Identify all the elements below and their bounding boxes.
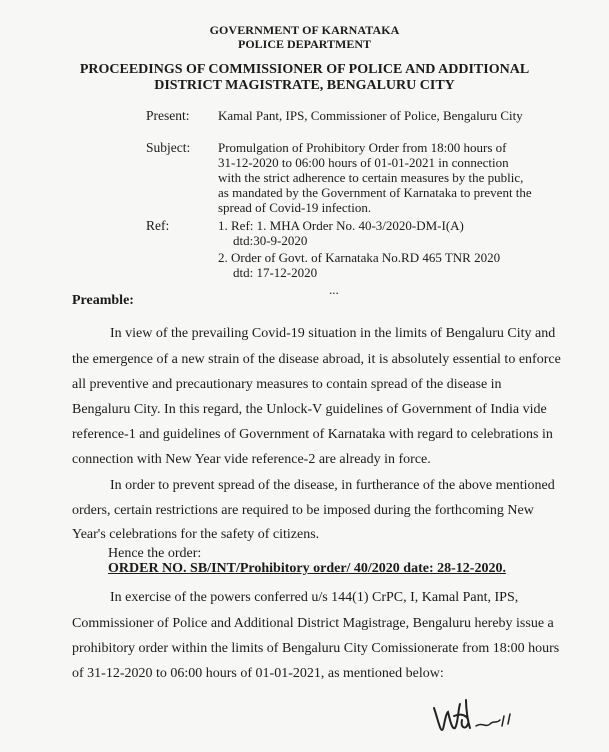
subject-line: as mandated by the Government of Karnataka to prevent the bbox=[218, 185, 532, 200]
ref-line: 1. Ref: 1. MHA Order No. 40-3/2020-DM-I(A) bbox=[218, 218, 464, 233]
preamble-para2-line: orders, certain restrictions are required to be imposed during the forthcoming New bbox=[72, 503, 534, 518]
order-para-line: Commissioner of Police and Additional District Magistrage, Bengaluru hereby issue a bbox=[72, 616, 554, 631]
signature-image bbox=[430, 690, 530, 738]
ref-line: dtd:30-9-2020 bbox=[233, 233, 308, 248]
ref-label: Ref: bbox=[146, 218, 170, 233]
present-label: Present: bbox=[146, 108, 190, 123]
subject-line: with the strict adherence to certain measures by the public, bbox=[218, 170, 524, 185]
subject-line: spread of Covid-19 infection. bbox=[218, 200, 372, 215]
ref-line: 2. Order of Govt. of Karnataka No.RD 465 TNR 2020 bbox=[218, 250, 501, 265]
proceedings-title-line2: DISTRICT MAGISTRATE, BENGALURU CITY bbox=[154, 78, 455, 93]
subject-line: 31-12-2020 to 06:00 hours of 01-01-2021 in connection bbox=[218, 155, 509, 170]
order-para-line: of 31-12-2020 to 06:00 hours of 01-01-2021, as mentioned below: bbox=[72, 666, 444, 681]
preamble-para1-line: reference-1 and guidelines of Government of Karnataka with regard to celebrations in bbox=[72, 427, 553, 442]
hence-line: Hence the order: bbox=[108, 546, 202, 561]
preamble-para1-line: the emergence of a new strain of the disease abroad, it is absolutely essential to enforce bbox=[72, 352, 561, 367]
preamble-para1-line: connection with New Year vide reference-2 are already in force. bbox=[72, 452, 431, 467]
proceedings-title-line1: PROCEEDINGS OF COMMISSIONER OF POLICE AND ADDITIONAL bbox=[79, 62, 530, 77]
preamble-heading: Preamble: bbox=[72, 293, 134, 308]
present-value: Kamal Pant, IPS, Commissioner of Police, Bengaluru City bbox=[218, 108, 523, 123]
preamble-para1-line: all preventive and precautionary measures to contain spread of the disease in bbox=[72, 377, 502, 392]
preamble-para1-line: Bengaluru City. In this regard, the Unlock-V guidelines of Government of India vide bbox=[72, 402, 547, 417]
preamble-para1-line: In view of the prevailing Covid-19 situation in the limits of Bengaluru City and bbox=[110, 326, 556, 341]
order-number-title: ORDER NO. SB/INT/Prohibitory order/ 40/2020 date: 28-12-2020. bbox=[108, 561, 506, 576]
subject-label: Subject: bbox=[146, 140, 191, 155]
ref-line: dtd: 17-12-2020 bbox=[233, 265, 318, 280]
govt-heading: GOVERNMENT OF KARNATAKA bbox=[209, 23, 400, 37]
order-para-line: prohibitory order within the limits of Bengaluru City Comissionerate from 18:00 hours bbox=[72, 641, 560, 656]
dept-heading: POLICE DEPARTMENT bbox=[237, 37, 372, 51]
subject-line: Promulgation of Prohibitory Order from 18:00 hours of bbox=[218, 140, 507, 155]
preamble-para2-line: In order to prevent spread of the disease, in furtherance of the above mentioned bbox=[110, 478, 555, 493]
order-para-line: In exercise of the powers conferred u/s 144(1) CrPC, I, Kamal Pant, IPS, bbox=[110, 590, 519, 605]
preamble-para2-line: Year's celebrations for the safety of citizens. bbox=[72, 527, 320, 542]
ellipsis: ... bbox=[329, 282, 339, 297]
